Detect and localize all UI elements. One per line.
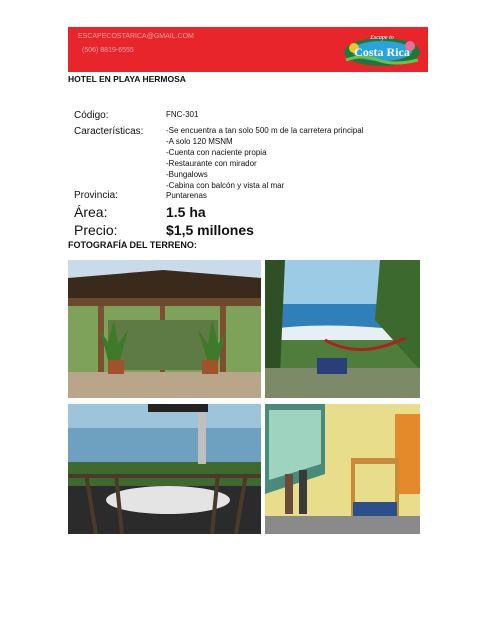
photo-balcony-table <box>68 404 261 534</box>
listing-title: HOTEL EN PLAYA HERMOSA <box>68 74 186 84</box>
feature-item: -Bungalows <box>166 170 208 179</box>
feature-item: -A solo 120 MSNM <box>166 137 233 146</box>
codigo-value: FNC-301 <box>166 110 199 119</box>
codigo-label: Código: <box>74 110 109 121</box>
svg-text:Escape to: Escape to <box>370 35 394 41</box>
svg-text:Costa Rica: Costa Rica <box>354 45 410 59</box>
photo-cabin-interior <box>265 404 420 534</box>
provincia-value: Puntarenas <box>166 191 207 200</box>
feature-item: -Restaurante con mirador <box>166 159 257 168</box>
area-label: Área: <box>74 204 108 220</box>
header-banner <box>68 27 428 72</box>
escape-to-costa-rica-logo <box>342 30 422 68</box>
photo-restaurant <box>68 260 261 398</box>
provincia-label: Provincia: <box>74 190 118 201</box>
contact-phone: (506) 8819-6555 <box>82 47 134 54</box>
area-value: 1.5 ha <box>166 204 206 220</box>
caracteristicas-label: Características: <box>74 126 144 137</box>
photos-heading: FOTOGRAFÍA DEL TERRENO: <box>68 240 197 250</box>
contact-email: ESCAPECOSTARICA@GMAIL.COM <box>78 33 194 40</box>
precio-label: Precio: <box>74 222 118 238</box>
precio-value: $1,5 millones <box>166 222 254 238</box>
feature-item: -Cuenta con naciente propia <box>166 148 267 157</box>
caracteristicas-list <box>166 125 363 191</box>
feature-item: -Cabina con balcón y vista al mar <box>166 181 285 190</box>
feature-item: -Se encuentra a tan solo 500 m de la carretera principal <box>166 126 364 135</box>
photo-ocean-hammock <box>265 260 420 398</box>
